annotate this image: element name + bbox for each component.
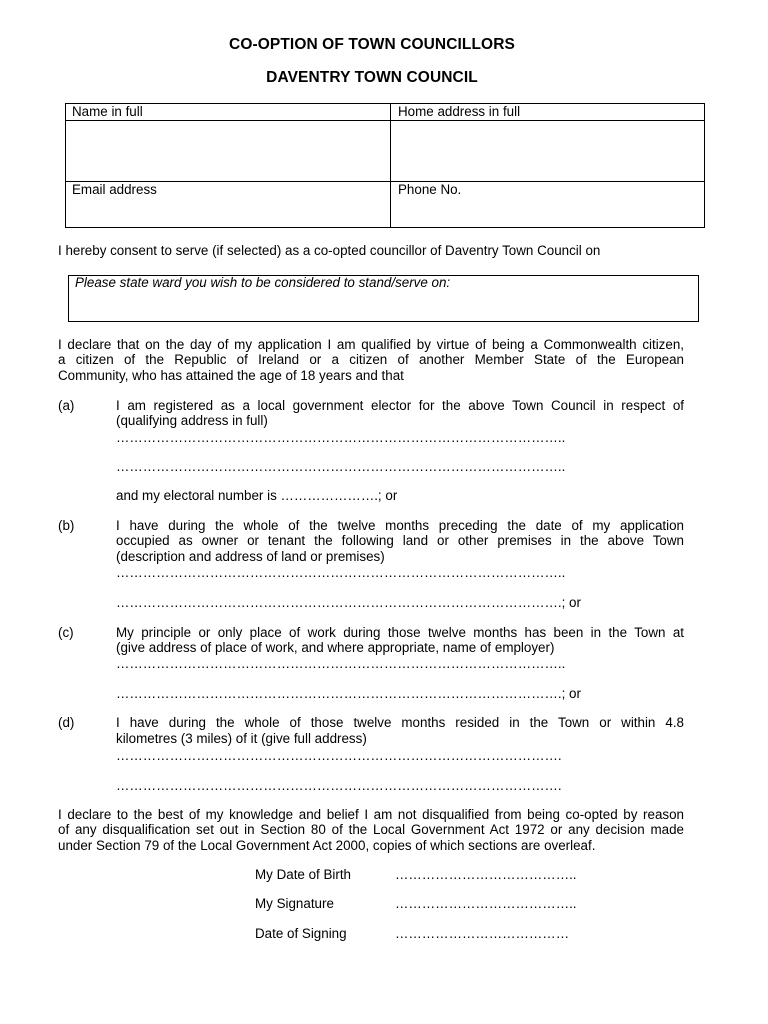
final-declaration-line-2: of any disqualification set out in Section 80 of the Local Government Act 1972 or any decision made [58, 822, 684, 837]
address-label: Home address in full [398, 104, 521, 119]
council-name: DAVENTRY TOWN COUNCIL [266, 69, 478, 86]
clause-c-line-2: (give address of place of work, and where appropriate, name of employer) [116, 640, 555, 655]
final-declaration-line-1: I declare to the best of my knowledge and belief I am not disqualified from being co-opted by reason [58, 807, 684, 822]
phone-field[interactable] [391, 198, 704, 226]
email-field[interactable] [66, 198, 389, 226]
clause-c-line-1: My principle or only place of work during those twelve months has been in the Town at [116, 625, 684, 640]
clause-b-line-1: I have during the whole of the twelve months preceding the date of my application [116, 518, 684, 533]
form-title: CO-OPTION OF TOWN COUNCILLORS [229, 36, 515, 53]
name-field[interactable] [66, 121, 389, 180]
declaration-line-3: Community, who has attained the age of 18 years and that [58, 368, 404, 383]
ward-box-label: Please state ward you wish to be considered to stand/serve on: [75, 275, 451, 290]
clause-a-line-1: I am registered as a local government elector for the above Town Council in respect of [116, 398, 684, 413]
clause-b-label: (b) [58, 518, 75, 533]
email-label: Email address [72, 182, 157, 197]
phone-label: Phone No. [398, 182, 462, 197]
declaration-line-1: I declare that on the day of my application I am qualified by virtue of being a Commonwealth citizen, [58, 337, 684, 352]
electoral-number-line[interactable]: and my electoral number is ………………….; or [116, 488, 398, 503]
name-label: Name in full [72, 104, 143, 119]
clause-d-label: (d) [58, 715, 75, 730]
clause-b-dotted-line-1[interactable]: ……………………………………………………………………………………….. [116, 565, 566, 580]
signature-label: My Signature [255, 896, 334, 911]
clause-c-label: (c) [58, 625, 74, 640]
consent-statement: I hereby consent to serve (if selected) as a co-opted councillor of Daventry Town Council on [58, 243, 601, 258]
address-field[interactable] [391, 121, 704, 180]
signature-line[interactable]: ………………………………….. [395, 896, 577, 911]
clause-a-dotted-line-1[interactable]: ……………………………………………………………………………………….. [116, 430, 566, 445]
final-declaration-line-3: under Section 79 of the Local Government Act 2000, copies of which sections are overleaf. [58, 838, 596, 853]
date-of-signing-label: Date of Signing [255, 926, 347, 941]
clause-b-dotted-line-2[interactable]: ……………………………………………………………………………………….; or [116, 595, 581, 610]
declaration-line-2: a citizen of the Republic of Ireland or a citizen of another Member State of the European [58, 352, 684, 367]
clause-a-line-2: (qualifying address in full) [116, 413, 268, 428]
clause-b-line-3: (description and address of land or premises) [116, 549, 385, 564]
clause-c-dotted-line-2[interactable]: ……………………………………………………………………………………….; or [116, 686, 581, 701]
clause-d-dotted-line-1[interactable]: ………………………………………………………………………………………. [116, 748, 562, 763]
clause-b-line-2: occupied as owner or tenant the following land or other premises in the above Town [116, 533, 684, 548]
clause-d-line-2: kilometres (3 miles) of it (give full address) [116, 731, 367, 746]
clause-a-label: (a) [58, 398, 75, 413]
date-of-birth-line[interactable]: ………………………………….. [395, 867, 577, 882]
date-of-birth-label: My Date of Birth [255, 867, 351, 882]
table-row-divider [65, 181, 705, 182]
clause-a-dotted-line-2[interactable]: ……………………………………………………………………………………….. [116, 459, 566, 474]
date-of-signing-line[interactable]: ………………………………… [395, 926, 570, 941]
clause-d-dotted-line-2[interactable]: ………………………………………………………………………………………. [116, 778, 562, 793]
clause-d-line-1: I have during the whole of those twelve months resided in the Town or within 4.8 [116, 715, 684, 730]
clause-c-dotted-line-1[interactable]: ……………………………………………………………………………………….. [116, 656, 566, 671]
